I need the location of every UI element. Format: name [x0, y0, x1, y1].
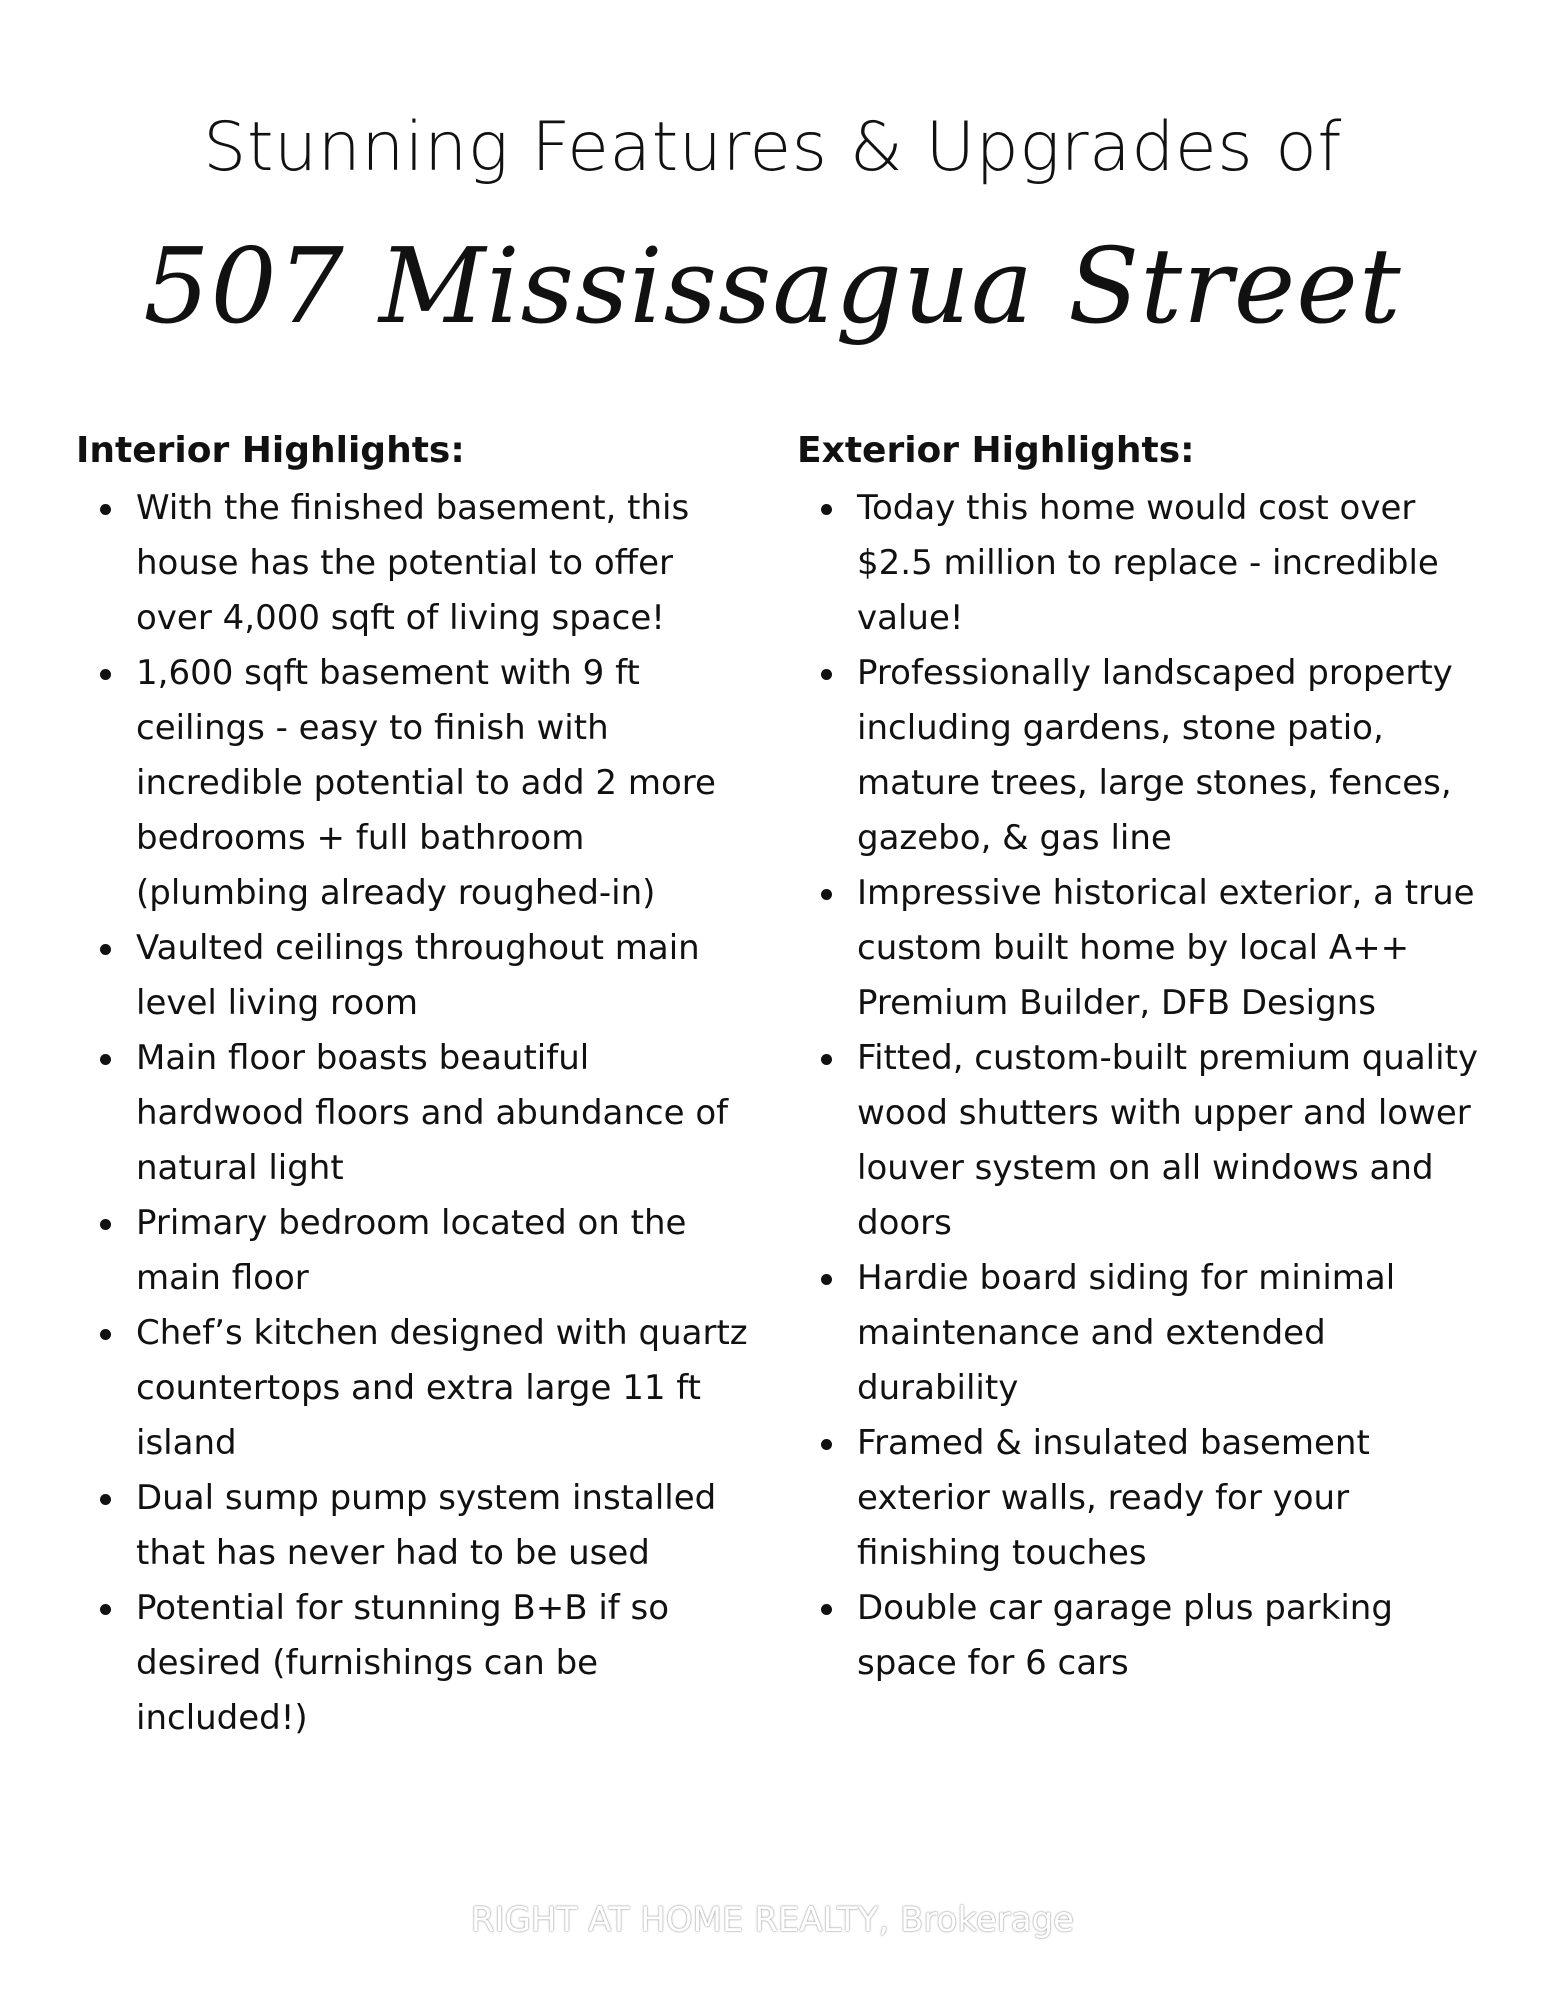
property-address-title: 507 Mississagua Street	[143, 225, 1402, 347]
bullet-icon	[100, 1494, 111, 1505]
list-item-text: Framed & insulated basement exterior walls, ready for your finishing touches	[857, 1423, 1370, 1573]
bullet-icon	[100, 669, 111, 680]
list-item-text: Hardie board siding for minimal maintenance and extended durability	[857, 1258, 1396, 1408]
list-item	[76, 1196, 756, 1306]
list-item-text: Today this home would cost over $2.5 million to replace - incredible value!	[857, 488, 1439, 638]
bullet-icon	[100, 944, 111, 955]
list-item	[797, 1581, 1497, 1691]
exterior-highlights-list	[797, 481, 1497, 1691]
list-item-text: Primary bedroom located on the main floor	[136, 1203, 687, 1298]
list-item-text: Potential for stunning B+B if so desired (furnishings can be included!)	[136, 1588, 670, 1738]
list-item	[797, 866, 1497, 1031]
brokerage-watermark: RIGHT AT HOME REALTY, Brokerage	[470, 1900, 1075, 1940]
list-item	[797, 1031, 1497, 1251]
interior-highlights-section	[76, 425, 756, 1746]
list-item-text: Vaulted ceilings throughout main level living room	[136, 928, 700, 1023]
list-item	[76, 646, 756, 921]
exterior-highlights-section	[797, 425, 1497, 1691]
list-item	[76, 1031, 756, 1196]
list-item	[797, 646, 1497, 866]
list-item-text: 1,600 sqft basement with 9 ft ceilings - easy to finish with incredible potential to add 2 more bedrooms + full bathroom (plumbing already roughed-in)	[136, 653, 716, 913]
page-heading: Stunning Features & Upgrades of	[203, 108, 1342, 187]
list-item-text: Main floor boasts beautiful hardwood floors and abundance of natural light	[136, 1038, 729, 1188]
bullet-icon	[100, 1604, 111, 1615]
bullet-icon	[100, 1054, 111, 1065]
list-item	[797, 1416, 1497, 1581]
bullet-icon	[821, 1054, 832, 1065]
list-item	[797, 481, 1497, 646]
bullet-icon	[821, 1274, 832, 1285]
bullet-icon	[821, 669, 832, 680]
list-item	[76, 481, 756, 646]
list-item-text: Dual sump pump system installed that has never had to be used	[136, 1478, 717, 1573]
bullet-icon	[100, 1219, 111, 1230]
list-item-text: Professionally landscaped property including gardens, stone patio, mature trees, large stones, fences, gazebo, & gas line	[857, 653, 1453, 858]
list-item	[797, 1251, 1497, 1416]
list-item	[76, 921, 756, 1031]
list-item	[76, 1581, 756, 1746]
exterior-highlights-heading: Exterior Highlights:	[797, 430, 1195, 471]
interior-highlights-heading: Interior Highlights:	[76, 430, 465, 471]
list-item-text: Chef’s kitchen designed with quartz countertops and extra large 11 ft island	[136, 1313, 748, 1463]
interior-highlights-list	[76, 481, 756, 1746]
bullet-icon	[100, 504, 111, 515]
bullet-icon	[100, 1329, 111, 1340]
list-item-text: Double car garage plus parking space for 6 cars	[857, 1588, 1393, 1683]
bullet-icon	[821, 504, 832, 515]
list-item-text: With the finished basement, this house has the potential to offer over 4,000 sqft of living space!	[136, 488, 690, 638]
list-item-text: Fitted, custom-built premium quality wood shutters with upper and lower louver system on all windows and doors	[857, 1038, 1479, 1243]
list-item	[76, 1306, 756, 1471]
bullet-icon	[821, 1604, 832, 1615]
bullet-icon	[821, 889, 832, 900]
list-item	[76, 1471, 756, 1581]
list-item-text: Impressive historical exterior, a true custom built home by local A++ Premium Builder, DFB Designs	[857, 873, 1475, 1023]
bullet-icon	[821, 1439, 832, 1450]
